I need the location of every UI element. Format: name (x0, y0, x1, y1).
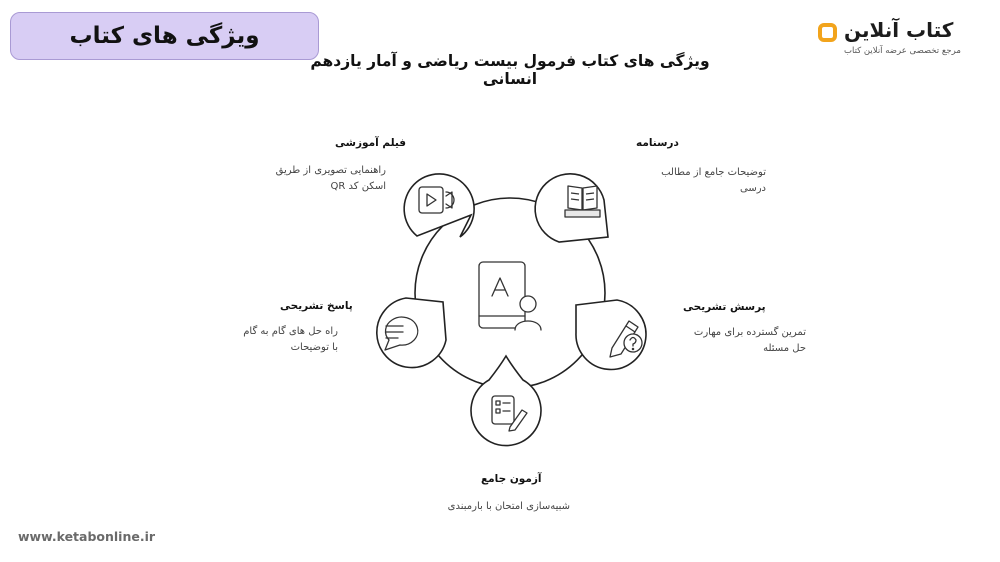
node-darsnameh (535, 174, 608, 242)
feature-desc-film: راهنمایی تصویری از طریق اسکن کد QR (275, 165, 386, 192)
node-azmoon (471, 356, 541, 446)
website-link[interactable]: www.ketabonline.ir (18, 529, 156, 544)
feature-title-azmoon: آزمون جامع (481, 473, 542, 485)
section-title: ویژگی های کتاب (69, 23, 260, 49)
feature-title-film: فیلم آموزشی (335, 137, 407, 149)
feature-title-porsesh: پرسش تشریحی (683, 301, 766, 313)
node-porsesh (576, 300, 646, 369)
logo-name: کتاب آنلاین (844, 18, 954, 42)
feature-desc-pasokh: راه حل های گام به گام با توضیحات (243, 326, 338, 353)
logo-tagline: مرجع تخصصی عرضه آنلاین کتاب (844, 46, 961, 56)
page-title: ویژگی های کتاب فرمول بیست ریاضی و آمار یازدهم انسانی (310, 52, 710, 88)
feature-desc-porsesh: تمرین گسترده برای مهارت حل مسئله (693, 327, 806, 354)
book-user-icon (479, 262, 541, 330)
feature-title-darsnameh: درسنامه (636, 137, 679, 149)
node-pasokh (377, 298, 446, 368)
feature-desc-azmoon: شبیه‌سازی امتحان با بارمبندی (447, 501, 570, 512)
feature-desc-darsnameh: توضیحات جامع از مطالب درسی (661, 167, 766, 194)
node-film (404, 174, 474, 237)
feature-title-pasokh: پاسخ تشریحی (280, 300, 353, 312)
